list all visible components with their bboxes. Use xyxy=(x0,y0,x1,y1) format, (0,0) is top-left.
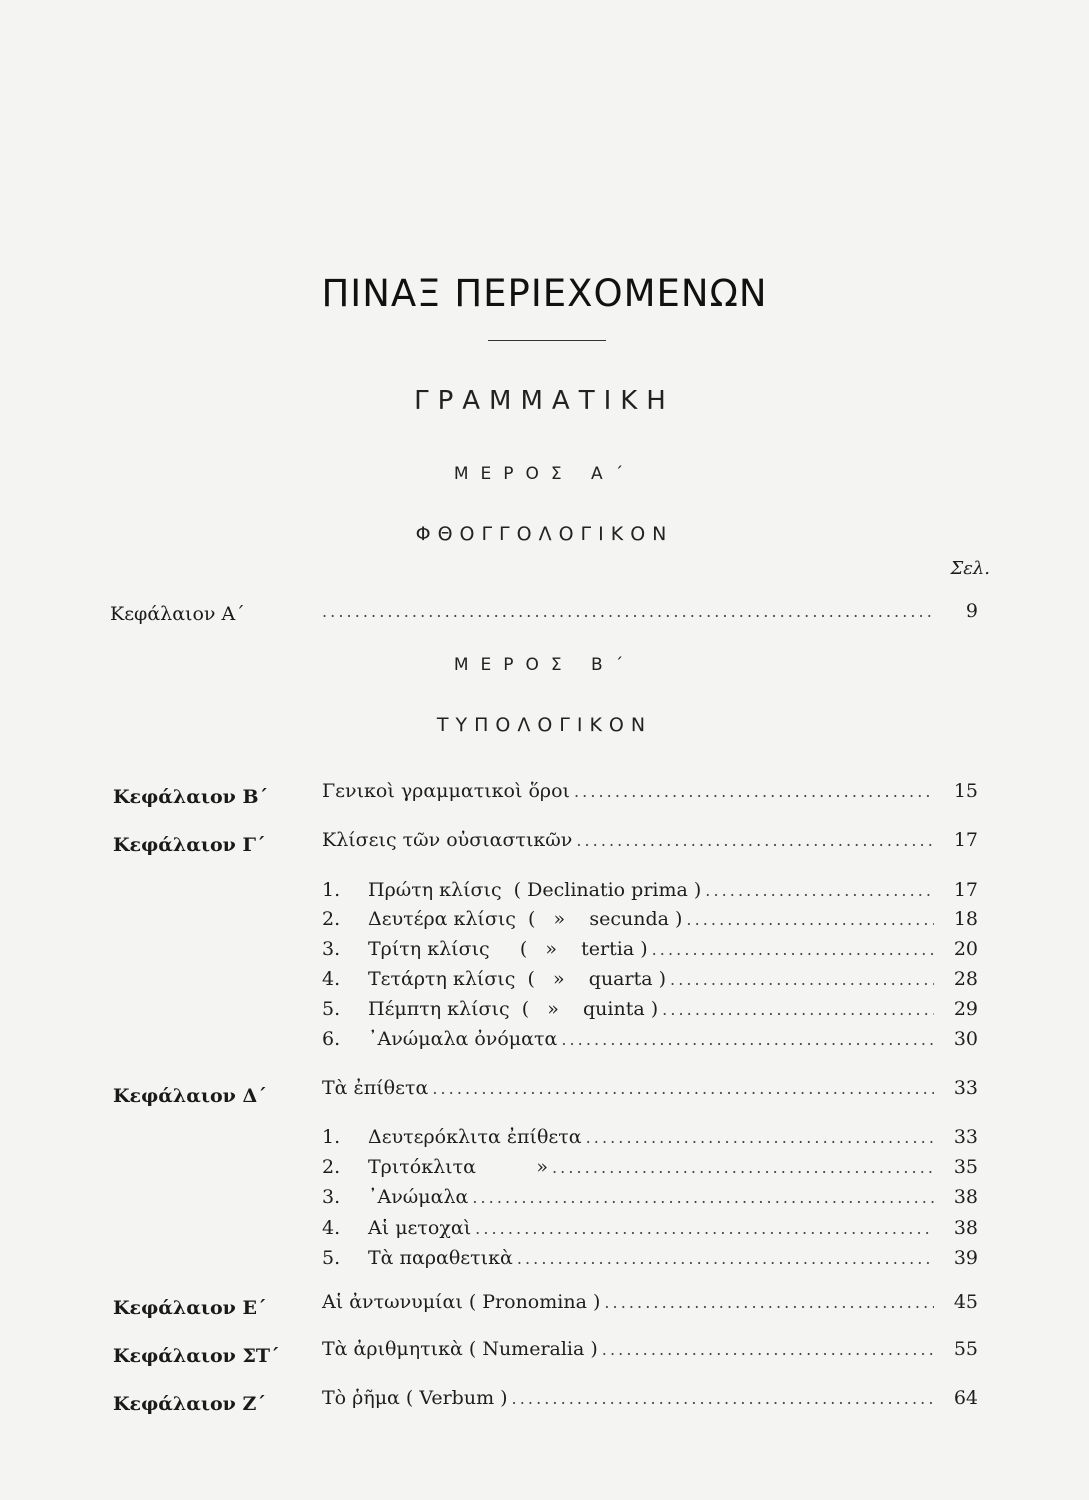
item-number: 2. xyxy=(322,1156,341,1178)
chapter-d-item xyxy=(322,1126,978,1152)
item-title: Τετάρτη κλίσις ( » quarta ) xyxy=(368,968,667,990)
leader-dots xyxy=(561,1030,934,1049)
section-heading: ΓΡΑΜΜΑΤΙΚΗ xyxy=(414,386,675,416)
item-number: 4. xyxy=(322,968,341,990)
page-number: 33 xyxy=(953,1126,978,1148)
entry-title: Γενικοὶ γραμματικοὶ ὅροι xyxy=(322,780,570,802)
page-number: 18 xyxy=(953,908,978,930)
chapter-d-label: Κεφάλαιον Δ΄ xyxy=(113,1085,267,1107)
item-title: Τριτόκλιτα » xyxy=(368,1156,548,1178)
chapter-d-entry xyxy=(322,1077,978,1103)
leader-dots xyxy=(432,1079,934,1098)
page-number: 55 xyxy=(953,1338,978,1360)
chapter-g-item xyxy=(322,908,978,934)
item-number: 5. xyxy=(322,1247,341,1269)
item-number: 3. xyxy=(322,938,341,960)
entry-title: Τὸ ῥῆμα ( Verbum ) xyxy=(322,1387,508,1409)
leader-dots xyxy=(586,1128,934,1147)
item-number: 1. xyxy=(322,1126,341,1148)
leader-dots xyxy=(512,1389,934,1408)
entry-title: Κλίσεις τῶν οὐσιαστικῶν xyxy=(322,829,573,851)
item-title: Πέμπτη κλίσις ( » quinta ) xyxy=(368,998,659,1020)
leader-dots xyxy=(705,881,934,900)
page-number: 17 xyxy=(953,829,978,851)
item-title: ᾿Ανώμαλα ὀνόματα xyxy=(368,1028,558,1050)
leader-dots xyxy=(602,1340,934,1359)
leader-dots xyxy=(472,1188,934,1207)
page-number: 29 xyxy=(953,998,978,1020)
leader-dots xyxy=(552,1158,934,1177)
leader-dots xyxy=(670,970,934,989)
page-number: 17 xyxy=(953,879,978,901)
chapter-d-item xyxy=(322,1217,978,1243)
page-number: 20 xyxy=(953,938,978,960)
item-number: 4. xyxy=(322,1217,341,1239)
item-title: Τρίτη κλίσις ( » tertia ) xyxy=(368,938,648,960)
page-number: 64 xyxy=(953,1387,978,1409)
page-number: 30 xyxy=(953,1028,978,1050)
page-title: ΠΙΝΑΞ ΠΕΡΙΕΧΟΜΕΝΩΝ xyxy=(321,272,768,315)
item-number: 6. xyxy=(322,1028,341,1050)
chapter-d-item xyxy=(322,1156,978,1182)
chapter-b-label: Κεφάλαιον Β΄ xyxy=(113,786,269,808)
chapter-g-item xyxy=(322,998,978,1024)
leader-dots xyxy=(517,1249,934,1268)
chapter-g-item xyxy=(322,879,978,905)
chapter-z-entry xyxy=(322,1387,978,1413)
part-b-subheading: ΤΥΠΟΛΟΓΙΚΟΝ xyxy=(436,714,653,736)
chapter-b-entry xyxy=(322,780,978,806)
page-number: 45 xyxy=(953,1291,978,1313)
leader-dots xyxy=(652,940,934,959)
page-number: 28 xyxy=(953,968,978,990)
leader-dots xyxy=(662,1000,934,1019)
chapter-st-label: Κεφάλαιον ΣΤ΄ xyxy=(113,1345,280,1367)
chapter-d-item xyxy=(322,1186,978,1212)
title-rule xyxy=(488,340,606,341)
part-a-heading: ΜΕΡΟΣ Α΄ xyxy=(453,464,636,484)
chapter-e-label: Κεφάλαιον Ε΄ xyxy=(113,1297,267,1319)
leader-dots xyxy=(322,602,934,621)
leader-dots xyxy=(574,782,934,801)
part-b-heading: ΜΕΡΟΣ Β΄ xyxy=(453,655,636,675)
item-number: 5. xyxy=(322,998,341,1020)
chapter-e-entry xyxy=(322,1291,978,1317)
item-title: Δευτέρα κλίσις ( » secunda ) xyxy=(368,908,683,930)
leader-dots xyxy=(604,1293,934,1312)
chapter-st-entry xyxy=(322,1338,978,1364)
entry-title: Αἱ ἀντωνυμίαι ( Pronomina ) xyxy=(322,1291,601,1313)
item-title: Πρώτη κλίσις ( Declinatio prima ) xyxy=(368,879,702,901)
item-title: ᾿Ανώμαλα xyxy=(368,1186,469,1208)
item-title: Τὰ παραθετικὰ xyxy=(368,1247,513,1269)
chapter-d-item xyxy=(322,1247,978,1273)
chapter-z-label: Κεφάλαιον Ζ΄ xyxy=(113,1393,266,1415)
page-number: 15 xyxy=(953,780,978,802)
page-number: 33 xyxy=(953,1077,978,1099)
item-number: 1. xyxy=(322,879,341,901)
chapter-g-label: Κεφάλαιον Γ΄ xyxy=(113,834,266,856)
page-number: 9 xyxy=(965,600,978,622)
page-column-label: Σελ. xyxy=(950,558,990,579)
chapter-a-entry xyxy=(322,600,978,626)
entry-title: Τὰ ἐπίθετα xyxy=(322,1077,429,1099)
item-number: 2. xyxy=(322,908,341,930)
part-a-subheading: ΦΘΟΓΓΟΛΟΓΙΚΟΝ xyxy=(415,523,674,545)
chapter-a-label: Κεφάλαιον Α΄ xyxy=(110,603,245,625)
entry-title: Τὰ ἀριθμητικὰ ( Numeralia ) xyxy=(322,1338,598,1360)
chapter-g-item xyxy=(322,1028,978,1054)
page-number: 38 xyxy=(953,1217,978,1239)
chapter-g-item xyxy=(322,938,978,964)
page-number: 35 xyxy=(953,1156,978,1178)
item-number: 3. xyxy=(322,1186,341,1208)
chapter-g-entry xyxy=(322,829,978,855)
leader-dots xyxy=(576,831,934,850)
leader-dots xyxy=(475,1219,934,1238)
item-title: Αἱ μετοχαὶ xyxy=(368,1217,472,1239)
chapter-g-item xyxy=(322,968,978,994)
page-number: 39 xyxy=(953,1247,978,1269)
item-title: Δευτερόκλιτα ἐπίθετα xyxy=(368,1126,582,1148)
leader-dots xyxy=(686,910,934,929)
page-number: 38 xyxy=(953,1186,978,1208)
